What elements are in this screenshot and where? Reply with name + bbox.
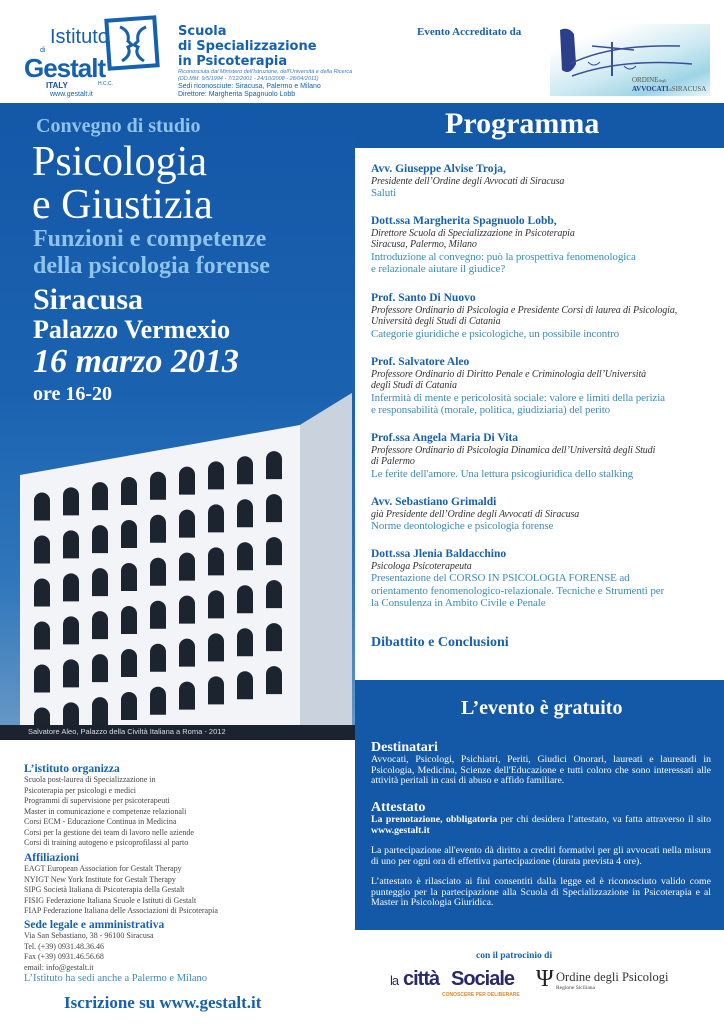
destinatari-section [371, 741, 711, 787]
talk-title: Saluti [371, 187, 397, 199]
logo-text: la [390, 973, 399, 988]
building-arch [150, 644, 166, 672]
event-venue: Palazzo Vermexio [33, 315, 231, 344]
building-arch [150, 601, 166, 629]
speaker-role: degli Studi di Catania [371, 380, 457, 391]
list-item: SIPG Società Italiana di Psicoterapia della Gestalt [24, 885, 185, 894]
list-item: FISIG Federazione Italiana Scuole e Istituti di Gestalt [24, 895, 197, 905]
building-arch [208, 633, 224, 661]
logo-text: Ordine degli Psicologi [556, 970, 669, 984]
building-arch [208, 590, 224, 618]
sedi-note: L’Istituto ha sedi anche a Palermo e Milano [24, 973, 208, 984]
building-arch [121, 692, 137, 720]
building-arch [63, 573, 79, 601]
talk-title: e relazionale aiutare il giudice? [371, 263, 506, 275]
free-event-heading: L’evento è gratuito [461, 697, 623, 719]
building-arch [237, 499, 253, 527]
speaker-role: Presidente dell’Ordine degli Avvocati di Siracusa [371, 175, 565, 187]
list-item: Master in comunicazione e competenze relazionali [24, 806, 187, 816]
faces-icon [102, 15, 162, 73]
event-kicker: Convegno di studio [36, 115, 201, 137]
list-item: Corsi per la gestione dei team di lavoro nelle aziende [24, 827, 194, 837]
building-arch [179, 553, 195, 581]
citta-sociale-logo [388, 966, 520, 1000]
speaker-role: Siracusa, Palermo, Milano [371, 239, 477, 250]
building-arch [237, 585, 253, 613]
psi-icon: Ψ [536, 966, 554, 992]
building-arch [237, 628, 253, 656]
list-item: Corsi di training autogeno e psicoprofilassi al parto [24, 838, 189, 847]
talk-title: Norme deontologiche e psicologia forense [371, 520, 554, 532]
building-arch [34, 665, 50, 693]
note-line: Riconosciuta dal Ministero dell'Istruzione, dell'Università e della Ricerca [178, 69, 353, 75]
event-city: Siracusa [33, 283, 144, 316]
director-line: Direttore: Margherita Spagnuolo Lobb [178, 91, 296, 98]
speaker-name: Avv. Giuseppe Alvise Troja, [371, 163, 506, 175]
talk-title: Infermità di mente e pericolosità sociale: valore e limiti della perizia [371, 391, 665, 404]
building-arch [237, 542, 253, 570]
speaker-item [371, 215, 721, 276]
talk-title: Categorie giuridiche e psicologiche, un possibile incontro [371, 327, 620, 340]
event-time: ore 16-20 [33, 383, 113, 405]
sedi-line: Sedi riconosciute: Siracusa, Palermo e Milano [178, 83, 321, 90]
speaker-item [371, 292, 721, 340]
registration-link[interactable]: Iscrizione su www.gestalt.it [64, 993, 262, 1012]
speaker-role: Professore Ordinario di Psicologia Dinamica dell’Università degli Studi [371, 444, 656, 456]
building-arch [208, 547, 224, 575]
closing-session: Dibattito e Conclusioni [371, 635, 509, 650]
programme-header [355, 103, 724, 148]
sede-list [24, 931, 354, 973]
list-item: Corsi ECM - Educazione Continua in Medicina [24, 817, 177, 826]
school-title [178, 24, 317, 69]
school-recognition-note [178, 69, 352, 82]
building-arch [179, 596, 195, 624]
programme-panel [355, 148, 724, 680]
talk-title: Introduzione al convegno: può la prospettiva fenomenologica [371, 250, 636, 263]
building-arch [208, 504, 224, 532]
event-title-line: Psicologia [32, 139, 207, 185]
event-subtitle-line: Funzioni e competenze [33, 226, 267, 252]
building-arch [92, 654, 108, 682]
building-arch [92, 611, 108, 639]
destinatari-text: Avvocati, Psicologi, Psichiatri, Periti, Giudici Onorari, laureati e laureandi in Psicologia, Medicina, Scienze dell'Educazione e tutti coloro che sono interessati alle attività peritali in casi di abuso e affido familiare. [371, 754, 711, 786]
event-subtitle-line: della psicologia forense [33, 253, 270, 279]
accredited-label: Evento Accreditato da [417, 26, 522, 38]
speaker-role: Psicologa Psicoterapeuta [371, 560, 472, 572]
ordine-avvocati-logo [550, 24, 710, 96]
attestato-section [371, 801, 711, 909]
school-line: di Specializzazione [178, 39, 317, 54]
speaker-name: Avv. Sebastiano Grimaldi [371, 496, 497, 508]
building-arch [266, 451, 282, 479]
talk-title: Presentazione del CORSO IN PSICOLOGIA FORENSE ad [371, 572, 630, 584]
building-arch [179, 682, 195, 710]
building-arch [63, 659, 79, 687]
list-item: FIAP Federazione Italiana delle Associazioni di Psicoterapia [24, 906, 218, 915]
building-arch [150, 687, 166, 715]
speaker-role: Direttore Scuola di Specializzazione in Psicoterapia [371, 227, 575, 239]
organizza-list [24, 775, 354, 849]
list-item: Programmi di supervisione per psicoterapeuti [24, 796, 170, 805]
building-arch [92, 697, 108, 725]
building-arch [237, 671, 253, 699]
list-item: Tel. (+39) 0931.48.36.46 [24, 941, 104, 951]
note-line: (DD.MM. 9/5/1994 - 7/12/2001 - 24/10/2008 - 28/04/2011) [178, 75, 319, 82]
speaker-name: Prof. Santo Di Nuovo [371, 292, 476, 304]
building-arch [208, 461, 224, 489]
building-arch [92, 482, 108, 510]
talk-title: Le ferite dell'amore. Una lettura psicogiuridica dello stalking [371, 467, 634, 480]
building-arch [266, 537, 282, 565]
list-item: Psicoterapia per psicologi e medici [24, 785, 136, 795]
school-line: Scuola [178, 24, 227, 39]
building-arch [121, 606, 137, 634]
building-arch [63, 530, 79, 558]
building-arch [34, 536, 50, 564]
programme-title: Programma [445, 107, 600, 140]
istituto-gestalt-logo: Istituto di Gestalt H.C.C. ITALY www.gestalt.it [20, 10, 170, 98]
logo-text: degli [658, 78, 667, 83]
building-arch [121, 477, 137, 505]
building-arch [63, 616, 79, 644]
patronage-label: con il patrocinio di [476, 951, 553, 961]
building-arch [34, 579, 50, 607]
list-item: NYIGT New York Institute for Gestalt Therapy [24, 874, 176, 884]
talk-title: e responsabilità (morale, politica, giudiziaria) del perito [371, 404, 611, 416]
event-title-line: e Giustizia [32, 182, 213, 228]
list-item: Via San Sebastiano, 38 - 96100 Siracusa [24, 931, 154, 940]
school-line: in Psicoterapia [178, 54, 288, 69]
speaker-name: Prof. Salvatore Aleo [371, 356, 470, 368]
affiliazioni-title: Affiliazioni [24, 852, 79, 864]
ordine-psicologi-logo [536, 966, 686, 1000]
speaker-role: di Palermo [371, 456, 415, 467]
sede-section [24, 919, 354, 985]
speaker-item [371, 432, 721, 480]
speaker-name: Dott.ssa Jlenia Baldacchino [371, 548, 507, 560]
school-sedi [178, 83, 321, 99]
speaker-item [371, 163, 721, 200]
logo-text: di [668, 87, 672, 92]
logo-text: ORDINE [632, 76, 659, 84]
attestato-bold: La prenotazione, obbligatoria [371, 814, 498, 825]
building-arch [63, 487, 79, 515]
building-arch [121, 563, 137, 591]
speaker-role: Professore Ordinario di Diritto Penale e Criminologia dell’Università [371, 368, 647, 380]
credits-text: La partecipazione all'evento dà diritto a crediti formativi per gli avvocati nella misura di uno per ogni ora di effettiva partecipazione (durata prevista 4 ore). [371, 845, 711, 867]
list-item: Fax (+39) 0931.46.56.68 [24, 952, 104, 961]
building-arch [208, 676, 224, 704]
validity-text: L’attestato è rilasciato ai fini consentiti dalla legge ed è riconosciuto valido come punteggio per la partecipazione alla Scuola di Specializzazione in Psicoterapia e al Master in Psicologia Giuridica. [371, 876, 711, 908]
logo-text: SIRACUSA [671, 85, 707, 93]
organizza-title: L’istituto organizza [24, 763, 120, 775]
building-arch [34, 622, 50, 650]
logo-text: CONOSCERE PER DELIBERARE [442, 992, 520, 998]
building-arch [266, 580, 282, 608]
logo-text: Regione Siciliana [556, 985, 595, 991]
photo-caption: Salvatore Aleo, Palazzo della Civiltà Italiana a Roma - 2012 [28, 727, 226, 736]
building-arch [266, 494, 282, 522]
info-panel [355, 680, 724, 930]
building-arch [179, 510, 195, 538]
building-arch [179, 639, 195, 667]
building-arch [266, 666, 282, 694]
building-arch [92, 568, 108, 596]
speaker-item [371, 548, 721, 610]
gestalt-url-link[interactable]: www.gestalt.it [50, 91, 93, 98]
building-arch [121, 520, 137, 548]
list-item: EAGT European Association for Gestalt Therapy [24, 864, 182, 873]
building-arch [266, 623, 282, 651]
list-item: Scuola post-laurea di Specializzazione in [24, 775, 156, 784]
destinatari-title: Destinatari [371, 740, 438, 755]
talk-title: orientamento fenomenologico-relazionale. Tecniche e Strumenti per [371, 584, 665, 597]
affiliazioni-list [24, 864, 354, 917]
building-arch [34, 493, 50, 521]
speaker-name: Dott.ssa Margherita Spagnuolo Lobb, [371, 215, 557, 227]
gestalt-url-link[interactable]: www.gestalt.it [371, 824, 430, 836]
event-date: 16 marzo 2013 [33, 343, 239, 380]
organizza-section [24, 763, 354, 849]
logo-text: città [403, 968, 440, 990]
speaker-item [371, 356, 721, 417]
speaker-role: Università degli Studi di Catania [371, 316, 501, 327]
affiliazioni-section [24, 852, 354, 917]
building-arch [150, 558, 166, 586]
speaker-role: Professore Ordinario di Psicologia e Presidente Corsi di laurea di Psicologia, [371, 304, 678, 316]
building-arch [92, 525, 108, 553]
speaker-name: Prof.ssa Angela Maria Di Vita [371, 432, 519, 444]
speaker-role: già Presidente dell’Ordine degli Avvocati di Siracusa [371, 508, 580, 520]
speaker-item [371, 496, 721, 533]
building-arch [150, 472, 166, 500]
talk-title: la Consulenza in Ambito Civile e Penale [371, 597, 546, 609]
building-arch [237, 456, 253, 484]
building-arch [150, 515, 166, 543]
logo-text: Sociale [451, 968, 515, 990]
building-arch [121, 649, 137, 677]
building-arch [179, 467, 195, 495]
sede-title: Sede legale e amministrativa [24, 919, 165, 931]
list-item: email: info@gestalt.it [24, 962, 94, 972]
logo-text: AVVOCATI [632, 85, 669, 93]
attestato-title: Attestato [371, 800, 426, 815]
event-hero [0, 103, 355, 740]
attestato-text: per chi desidera l’attestato, va fatta attraverso il sito [497, 814, 711, 825]
